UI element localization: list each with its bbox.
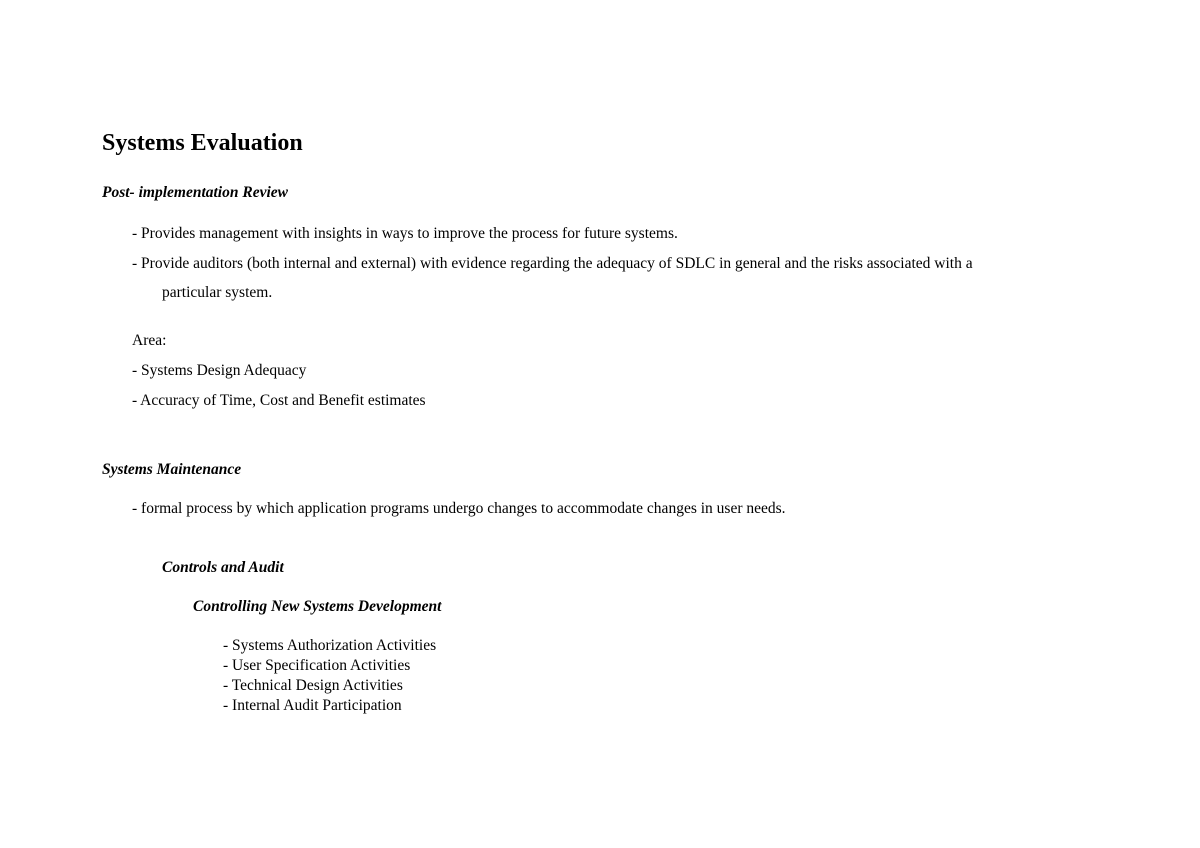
- maintenance-description: - formal process by which application programs undergo changes to accommodate changes in user needs.: [132, 500, 786, 517]
- controls-subheading: Controlling New Systems Development: [193, 598, 442, 615]
- area-item-1: - Systems Design Adequacy: [132, 362, 307, 379]
- area-item-2: - Accuracy of Time, Cost and Benefit estimates: [132, 392, 426, 409]
- controls-item-3: - Technical Design Activities: [223, 677, 403, 694]
- area-label: Area:: [132, 332, 167, 349]
- controls-item-2: - User Specification Activities: [223, 657, 411, 674]
- post-implementation-heading: Post- implementation Review: [102, 184, 288, 201]
- controls-item-4: - Internal Audit Participation: [223, 697, 402, 714]
- page-title: Systems Evaluation: [102, 130, 303, 156]
- controls-item-1: - Systems Authorization Activities: [223, 637, 437, 654]
- post-implementation-bullet-1: - Provides management with insights in ways to improve the process for future systems.: [132, 225, 678, 242]
- post-implementation-bullet-2-continuation: particular system.: [162, 284, 273, 301]
- controls-heading: Controls and Audit: [162, 559, 284, 576]
- maintenance-heading: Systems Maintenance: [102, 461, 242, 478]
- post-implementation-bullet-2: - Provide auditors (both internal and external) with evidence regarding the adequacy of SDLC in general and the risks associated with a: [132, 255, 973, 272]
